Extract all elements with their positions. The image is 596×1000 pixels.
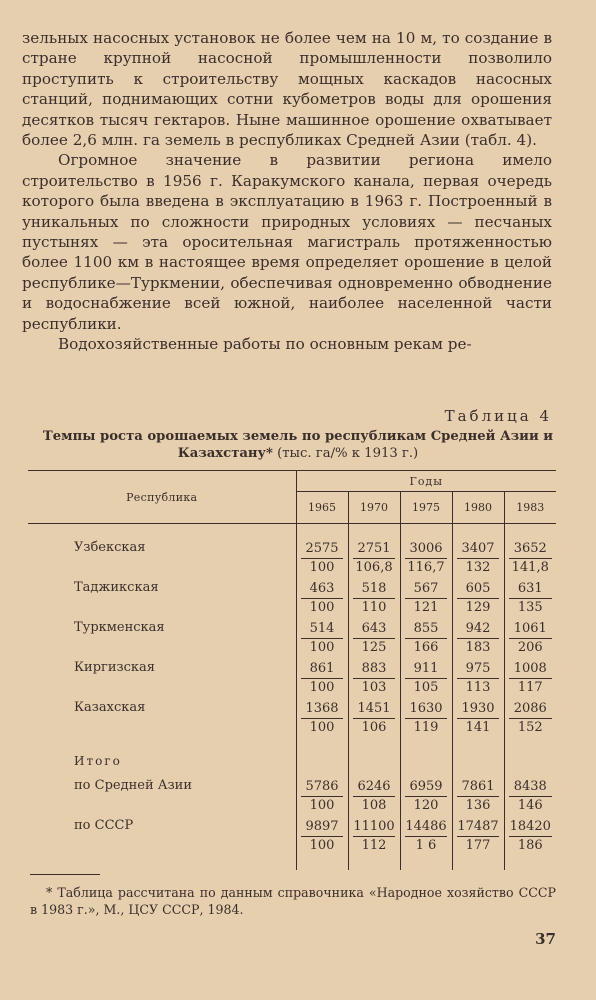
percent-value: 132 (465, 560, 491, 575)
area-value: 1930 (457, 698, 500, 719)
area-value: 518 (353, 578, 396, 599)
percent-value: 183 (465, 640, 491, 655)
total-name: по СССР (74, 818, 134, 833)
percent-value: 121 (413, 600, 439, 615)
header-republic: Республика (126, 490, 198, 504)
percent-value: 141 (465, 720, 491, 735)
percent-value: 100 (309, 600, 335, 615)
table-row (28, 698, 556, 738)
header-years: Годы (296, 471, 556, 492)
republic-name: Туркменская (74, 620, 165, 635)
republic-name: Таджикская (74, 580, 159, 595)
percent-value: 100 (309, 640, 335, 655)
percent-value: 106,8 (355, 560, 393, 575)
percent-value: 186 (517, 838, 543, 853)
percent-value: 117 (517, 680, 543, 695)
percent-value: 100 (309, 680, 335, 695)
area-value: 2751 (353, 538, 396, 559)
percent-value: 129 (465, 600, 491, 615)
header-year: 1970 (348, 492, 400, 523)
percent-value: 152 (517, 720, 543, 735)
percent-value: 100 (309, 838, 335, 853)
percent-value: 146 (517, 798, 543, 813)
percent-value: 116,7 (407, 560, 445, 575)
republic-name: Узбекская (74, 540, 146, 555)
total-label: Итого (74, 754, 122, 768)
percent-value: 106 (361, 720, 387, 735)
area-value: 567 (405, 578, 448, 599)
area-value: 855 (405, 618, 448, 639)
header-year: 1975 (400, 492, 452, 523)
percent-value: 105 (413, 680, 439, 695)
area-value: 1451 (353, 698, 396, 719)
republic-name: Киргизская (74, 660, 155, 675)
percent-value: 166 (413, 640, 439, 655)
area-value: 11100 (353, 816, 396, 837)
table-title (30, 428, 566, 462)
percent-value: 108 (361, 798, 387, 813)
body-text (22, 28, 552, 355)
area-value: 631 (509, 578, 552, 599)
irrigation-table (28, 470, 556, 870)
percent-value: 110 (361, 600, 387, 615)
table-row (28, 658, 556, 698)
area-value: 6246 (353, 776, 396, 797)
area-value: 942 (457, 618, 500, 639)
percent-value: 135 (517, 600, 543, 615)
percent-value: 120 (413, 798, 439, 813)
paragraph-2: Огромное значение в развитии региона имело строительство в 1956 г. Каракумского канала, первая очередь которого была введена в эксплуатацию в 1963 г. Построенный в уникальных по сложности природных условиях — песчаных пустынях — эта оросительная магистраль протяженностью более 1100 км в настоящее время определяет орошение в целой республике—Туркмении, обеспечивая одновременно обводнение и водоснабжение всей южной, наиболее населенной части республики. (22, 151, 552, 333)
page-number: 37 (535, 930, 556, 948)
table-row (28, 578, 556, 618)
area-value: 605 (457, 578, 500, 599)
percent-value: 177 (465, 838, 491, 853)
table-title-main: Темпы роста орошаемых земель по республикам Средней Азии и Казахстану* (42, 429, 554, 461)
area-value: 9897 (301, 816, 344, 837)
area-value: 1008 (509, 658, 552, 679)
paragraph-3: Водохозяйственные работы по основным рекам ре- (58, 335, 472, 354)
area-value: 7861 (457, 776, 500, 797)
percent-value: 206 (517, 640, 543, 655)
area-value: 883 (353, 658, 396, 679)
republic-name: Казахская (74, 700, 146, 715)
area-value: 3407 (457, 538, 500, 559)
area-value: 17487 (457, 816, 500, 837)
area-value: 3006 (405, 538, 448, 559)
table-units: (тыс. га/% к 1913 г.) (272, 446, 419, 461)
area-value: 463 (301, 578, 344, 599)
area-value: 2086 (509, 698, 552, 719)
total-name: по Средней Азии (74, 778, 193, 793)
area-value: 1368 (301, 698, 344, 719)
area-value: 8438 (509, 776, 552, 797)
area-value: 18420 (509, 816, 552, 837)
header-year: 1980 (452, 492, 504, 523)
area-value: 3652 (509, 538, 552, 559)
area-value: 1061 (509, 618, 552, 639)
table-label: Таблица 4 (444, 407, 552, 425)
header-year: 1965 (296, 492, 348, 523)
percent-value: 100 (309, 798, 335, 813)
header-year: 1983 (504, 492, 556, 523)
paragraph-1: зельных насосных установок не более чем на 10 м, то создание в стране крупной насосной промышленности позволило проступить к строительству мощных каскадов насосных станций, поднимающих сотни кубометров воды для орошения десятков тысяч гектаров. Ныне машинное орошение охватывает более 2,6 млн. га земель в республиках Средней Азии (табл. 4). (22, 29, 552, 150)
percent-value: 1 6 (415, 838, 437, 853)
percent-value: 112 (361, 838, 387, 853)
area-value: 861 (301, 658, 344, 679)
percent-value: 141,8 (511, 560, 549, 575)
area-value: 975 (457, 658, 500, 679)
area-value: 14486 (405, 816, 448, 837)
area-value: 911 (405, 658, 448, 679)
percent-value: 113 (465, 680, 491, 695)
percent-value: 136 (465, 798, 491, 813)
table-row (28, 618, 556, 658)
percent-value: 119 (413, 720, 439, 735)
table-row (28, 538, 556, 578)
percent-value: 103 (361, 680, 387, 695)
footnote: * Таблица рассчитана по данным справочника «Народное хозяйство СССР в 1983 г.», М., ЦСУ СССР, 1984. (30, 885, 556, 917)
area-value: 6959 (405, 776, 448, 797)
area-value: 5786 (301, 776, 344, 797)
percent-value: 125 (361, 640, 387, 655)
table-row (28, 776, 556, 816)
area-value: 1630 (405, 698, 448, 719)
footnote-divider (30, 874, 100, 875)
percent-value: 100 (309, 720, 335, 735)
area-value: 643 (353, 618, 396, 639)
area-value: 2575 (301, 538, 344, 559)
total-header-row (28, 752, 556, 776)
table-row (28, 816, 556, 856)
percent-value: 100 (309, 560, 335, 575)
area-value: 514 (301, 618, 344, 639)
